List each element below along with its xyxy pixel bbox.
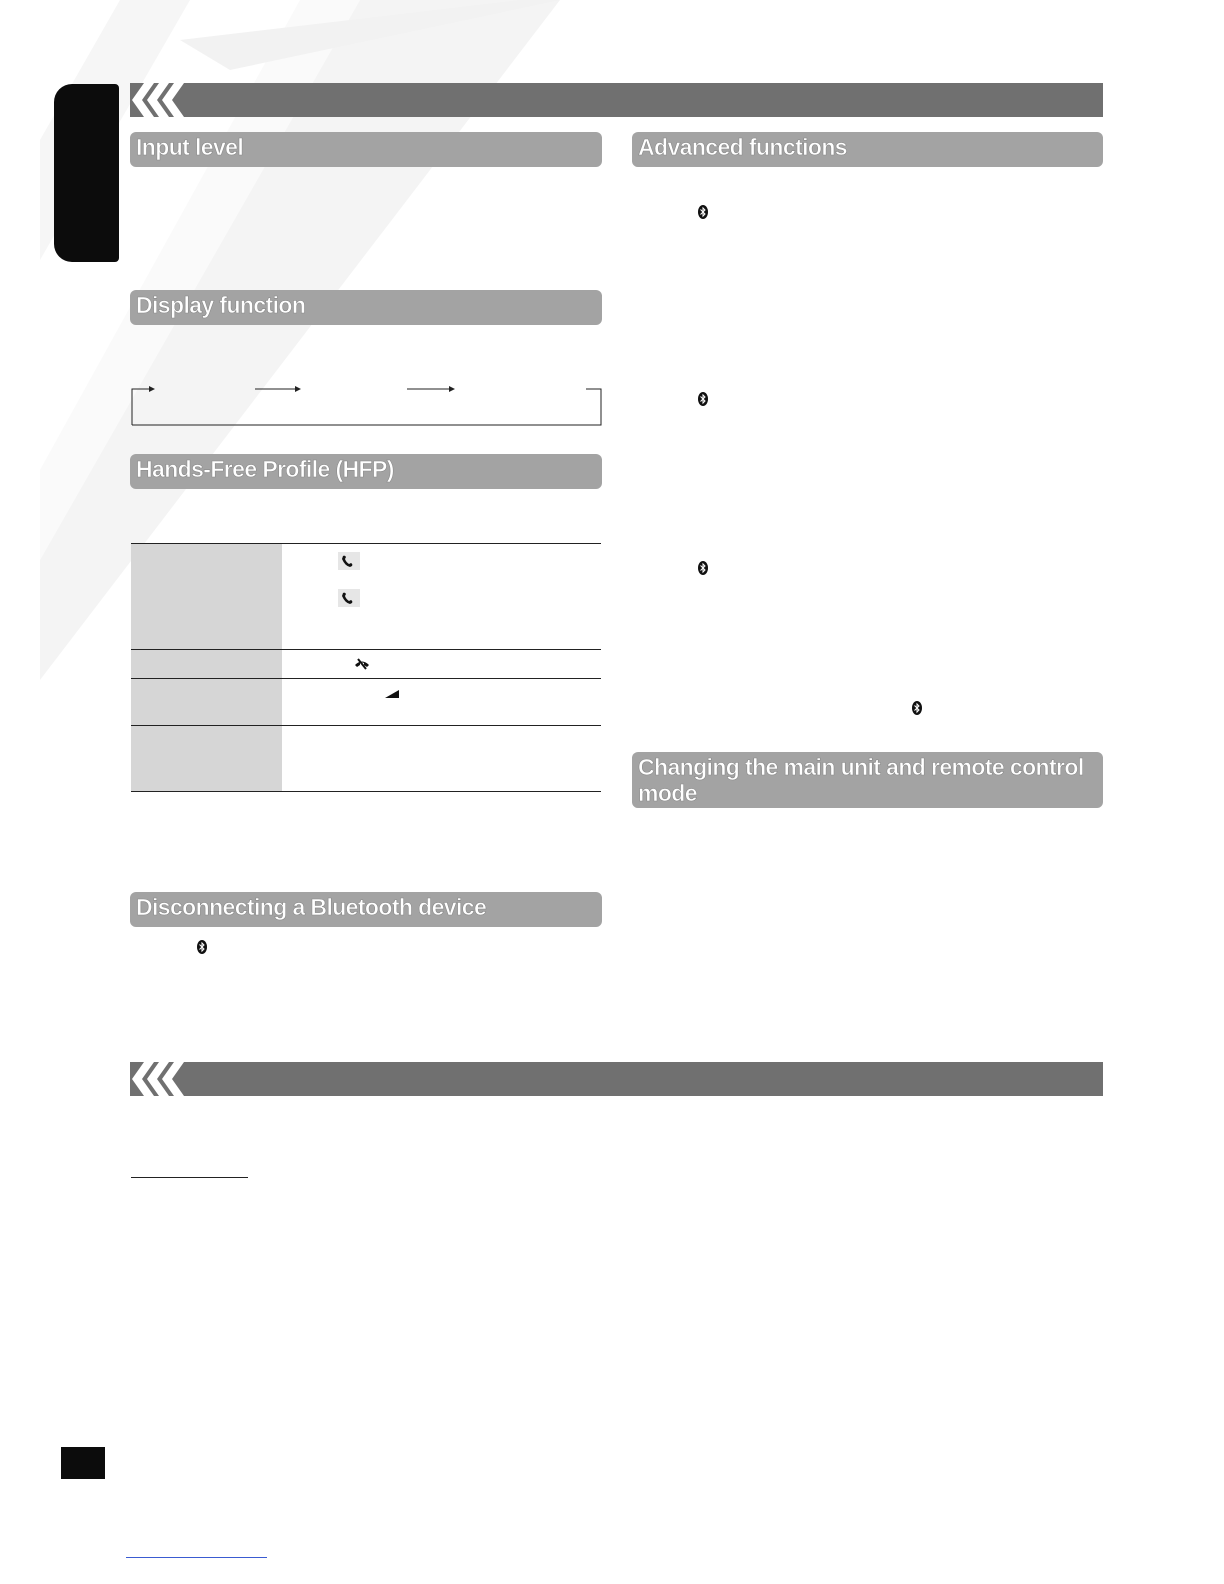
bluetooth-icon [912, 701, 922, 715]
phone-hangup-icon [353, 657, 371, 671]
phone-answer-icon [338, 589, 360, 607]
table-row-label-cell [131, 726, 282, 791]
section-title-display-function: Display function [130, 290, 602, 325]
subheading-underline [131, 1177, 248, 1178]
section-title-advanced-functions: Advanced functions [632, 132, 1103, 167]
phone-answer-icon [338, 552, 360, 570]
bluetooth-icon [698, 392, 708, 406]
table-row-label-cell [131, 679, 282, 726]
bluetooth-icon [197, 940, 207, 954]
section-title-input-level: Input level [130, 132, 602, 167]
table-row [131, 725, 601, 792]
section-title-disconnecting: Disconnecting a Bluetooth device [130, 892, 602, 927]
bluetooth-icon [698, 561, 708, 575]
section-title-changing-mode: Changing the main unit and remote control mode [632, 752, 1103, 808]
language-side-tab [54, 84, 119, 262]
display-cycle-diagram [131, 385, 603, 427]
table-row [131, 649, 601, 679]
chevron-left-icon [130, 1062, 190, 1096]
chevron-left-icon [130, 83, 190, 117]
volume-icon [385, 690, 399, 698]
chapter-header-bar [130, 1062, 1103, 1096]
table-row-label-cell [131, 544, 282, 650]
table-row [131, 543, 601, 650]
table-row-label-cell [131, 650, 282, 679]
footer-link-underline[interactable] [126, 1557, 267, 1558]
hfp-operations-table [131, 543, 601, 791]
chapter-header-bar [130, 83, 1103, 117]
bluetooth-icon [698, 205, 708, 219]
table-row [131, 678, 601, 726]
section-title-hfp: Hands-Free Profile (HFP) [130, 454, 602, 489]
page-number-box [61, 1447, 105, 1479]
